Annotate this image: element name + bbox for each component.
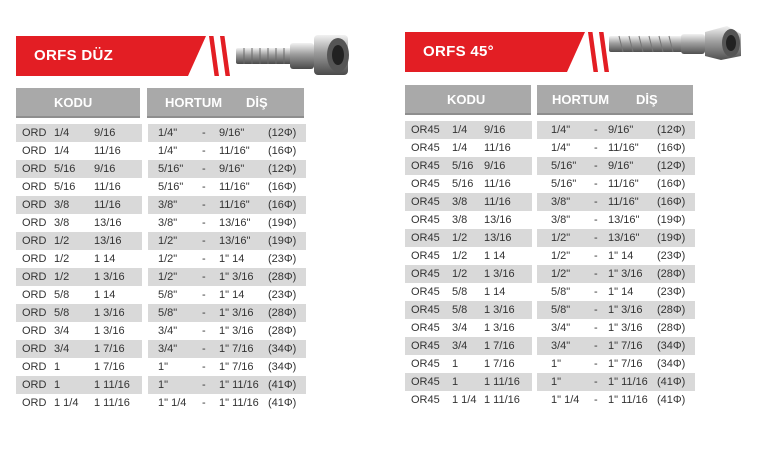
cell-diameter: (23Φ) bbox=[657, 250, 686, 262]
cell-separator: - bbox=[202, 127, 206, 139]
cell-thread-size: 13/16 bbox=[94, 217, 122, 229]
cell-separator: - bbox=[594, 358, 598, 370]
cell-thread-inch: 13/16" bbox=[608, 214, 640, 226]
cell-diameter: (19Φ) bbox=[657, 232, 686, 244]
cell-hose-size: 5/8 bbox=[54, 289, 70, 301]
cell-separator: - bbox=[202, 181, 206, 193]
cell-separator: - bbox=[594, 376, 598, 388]
cell-hose-size: 3/4 bbox=[452, 322, 468, 334]
cell-separator: - bbox=[202, 145, 206, 157]
cell-thread-inch: 1" 11/16 bbox=[219, 379, 259, 391]
cell-separator: - bbox=[202, 163, 206, 175]
cell-diameter: (23Φ) bbox=[268, 289, 297, 301]
cell-prefix: OR45 bbox=[411, 358, 440, 370]
cell-separator: - bbox=[202, 361, 206, 373]
cell-hose-inch: 5/8" bbox=[551, 286, 571, 298]
cell-hose-inch: 1" bbox=[158, 361, 169, 373]
cell-diameter: (34Φ) bbox=[657, 358, 686, 370]
cell-diameter: (23Φ) bbox=[657, 286, 686, 298]
table-row bbox=[405, 319, 695, 337]
table-row bbox=[16, 376, 306, 394]
cell-prefix: OR45 bbox=[411, 286, 440, 298]
cell-diameter: (28Φ) bbox=[657, 322, 686, 334]
cell-hose-inch: 1/4" bbox=[158, 127, 178, 139]
cell-thread-size: 1 3/16 bbox=[484, 268, 515, 280]
orfs-45-panel bbox=[385, 0, 770, 450]
cell-prefix: OR45 bbox=[411, 304, 440, 316]
cell-hose-inch: 5/8" bbox=[158, 289, 178, 301]
cell-thread-inch: 1" 7/16 bbox=[608, 358, 643, 370]
cell-separator: - bbox=[202, 325, 206, 337]
cell-thread-size: 1 7/16 bbox=[94, 361, 125, 373]
cell-prefix: ORD bbox=[22, 271, 47, 283]
cell-hose-size: 1/4 bbox=[54, 127, 70, 139]
cell-hose-inch: 1" bbox=[551, 376, 562, 388]
cell-separator: - bbox=[202, 397, 206, 409]
cell-prefix: ORD bbox=[22, 361, 47, 373]
cell-thread-size: 1 7/16 bbox=[94, 343, 125, 355]
cell-prefix: ORD bbox=[22, 163, 47, 175]
cell-prefix: ORD bbox=[22, 235, 47, 247]
cell-thread-size: 1 3/16 bbox=[94, 325, 125, 337]
cell-separator: - bbox=[594, 142, 598, 154]
right-header-thread: DİŞ bbox=[636, 92, 658, 107]
cell-hose-size: 1/2 bbox=[452, 250, 468, 262]
cell-hose-size: 1/2 bbox=[54, 271, 70, 283]
cell-prefix: ORD bbox=[22, 181, 47, 193]
orfs-straight-title: ORFS DÜZ bbox=[34, 47, 114, 64]
cell-prefix: ORD bbox=[22, 199, 47, 211]
cell-diameter: (28Φ) bbox=[268, 271, 297, 283]
cell-thread-size: 11/16 bbox=[484, 178, 511, 190]
cell-diameter: (41Φ) bbox=[657, 394, 686, 406]
cell-hose-inch: 1/4" bbox=[158, 145, 178, 157]
cell-prefix: ORD bbox=[22, 145, 47, 157]
45-degree-hose-fitting-icon bbox=[607, 24, 747, 64]
cell-diameter: (12Φ) bbox=[657, 160, 686, 172]
cell-hose-size: 1 bbox=[54, 379, 61, 391]
cell-hose-inch: 1/2" bbox=[158, 235, 178, 247]
cell-thread-size: 9/16 bbox=[484, 124, 506, 136]
cell-diameter: (28Φ) bbox=[268, 325, 297, 337]
cell-separator: - bbox=[202, 271, 206, 283]
table-row bbox=[16, 340, 306, 358]
right-table-header bbox=[405, 85, 693, 115]
cell-diameter: (19Φ) bbox=[657, 214, 686, 226]
cell-thread-inch: 1" 3/16 bbox=[219, 325, 254, 337]
cell-hose-inch: 5/16" bbox=[158, 163, 184, 175]
cell-hose-size: 3/8 bbox=[452, 196, 468, 208]
cell-separator: - bbox=[202, 217, 206, 229]
cell-prefix: OR45 bbox=[411, 214, 440, 226]
cell-thread-inch: 11/16" bbox=[608, 196, 639, 208]
cell-separator: - bbox=[202, 253, 206, 265]
cell-diameter: (34Φ) bbox=[268, 361, 297, 373]
cell-diameter: (19Φ) bbox=[268, 235, 297, 247]
cell-prefix: ORD bbox=[22, 307, 47, 319]
cell-thread-size: 1 11/16 bbox=[484, 376, 520, 388]
cell-prefix: ORD bbox=[22, 127, 47, 139]
cell-prefix: OR45 bbox=[411, 376, 440, 388]
cell-hose-inch: 1" 1/4 bbox=[551, 394, 580, 406]
cell-thread-inch: 1" 11/16 bbox=[608, 394, 648, 406]
cell-separator: - bbox=[202, 307, 206, 319]
cell-hose-size: 1/4 bbox=[54, 145, 70, 157]
cell-hose-inch: 1/4" bbox=[551, 142, 571, 154]
cell-thread-inch: 9/16" bbox=[219, 127, 245, 139]
table-row bbox=[16, 142, 306, 160]
cell-thread-inch: 1" 3/16 bbox=[219, 271, 254, 283]
cell-thread-inch: 13/16" bbox=[219, 217, 251, 229]
cell-diameter: (16Φ) bbox=[657, 196, 686, 208]
table-row bbox=[405, 193, 695, 211]
cell-hose-size: 3/4 bbox=[54, 325, 70, 337]
cell-separator: - bbox=[594, 322, 598, 334]
cell-prefix: ORD bbox=[22, 379, 47, 391]
cell-thread-size: 1 7/16 bbox=[484, 358, 515, 370]
table-row bbox=[405, 121, 695, 139]
cell-thread-inch: 11/16" bbox=[608, 142, 639, 154]
cell-separator: - bbox=[594, 250, 598, 262]
cell-hose-size: 5/16 bbox=[54, 163, 76, 175]
table-row bbox=[405, 247, 695, 265]
cell-hose-inch: 5/16" bbox=[551, 160, 577, 172]
cell-diameter: (16Φ) bbox=[268, 145, 297, 157]
cell-thread-size: 13/16 bbox=[484, 214, 512, 226]
cell-hose-inch: 5/8" bbox=[158, 307, 178, 319]
cell-prefix: OR45 bbox=[411, 142, 440, 154]
left-header-thread: DİŞ bbox=[246, 95, 268, 110]
cell-hose-inch: 5/16" bbox=[551, 178, 577, 190]
cell-diameter: (41Φ) bbox=[657, 376, 686, 388]
left-table-body bbox=[16, 124, 306, 412]
cell-thread-inch: 1" 14 bbox=[219, 289, 245, 301]
cell-hose-size: 3/4 bbox=[452, 340, 468, 352]
cell-prefix: OR45 bbox=[411, 160, 440, 172]
cell-thread-inch: 11/16" bbox=[608, 178, 639, 190]
cell-diameter: (16Φ) bbox=[657, 178, 686, 190]
cell-prefix: ORD bbox=[22, 289, 47, 301]
cell-separator: - bbox=[594, 124, 598, 136]
cell-hose-size: 1/2 bbox=[452, 268, 468, 280]
cell-hose-inch: 1/2" bbox=[158, 271, 178, 283]
cell-prefix: ORD bbox=[22, 325, 47, 337]
left-table-header bbox=[16, 88, 304, 118]
cell-hose-size: 3/8 bbox=[54, 199, 70, 211]
table-row bbox=[16, 358, 306, 376]
cell-hose-size: 1 1/4 bbox=[54, 397, 79, 409]
cell-thread-inch: 9/16" bbox=[608, 124, 634, 136]
cell-hose-size: 5/8 bbox=[452, 304, 468, 316]
cell-hose-inch: 3/4" bbox=[551, 340, 571, 352]
table-row bbox=[405, 229, 695, 247]
cell-hose-inch: 1/2" bbox=[158, 253, 178, 265]
cell-hose-inch: 5/8" bbox=[551, 304, 571, 316]
cell-hose-inch: 3/8" bbox=[158, 199, 178, 211]
cell-separator: - bbox=[594, 268, 598, 280]
cell-separator: - bbox=[594, 232, 598, 244]
cell-thread-inch: 1" 14 bbox=[608, 250, 634, 262]
table-row bbox=[405, 139, 695, 157]
cell-thread-size: 13/16 bbox=[94, 235, 122, 247]
cell-diameter: (28Φ) bbox=[657, 268, 686, 280]
cell-hose-inch: 3/8" bbox=[158, 217, 178, 229]
cell-thread-size: 11/16 bbox=[94, 145, 121, 157]
right-header-hose: HORTUM bbox=[552, 92, 610, 107]
cell-hose-size: 1 bbox=[54, 361, 61, 373]
cell-hose-inch: 1" bbox=[551, 358, 562, 370]
cell-separator: - bbox=[202, 343, 206, 355]
cell-separator: - bbox=[202, 289, 206, 301]
cell-thread-size: 1 11/16 bbox=[484, 394, 520, 406]
cell-hose-size: 3/8 bbox=[54, 217, 70, 229]
cell-hose-inch: 1/2" bbox=[551, 232, 571, 244]
cell-hose-inch: 3/8" bbox=[551, 214, 571, 226]
cell-thread-size: 1 3/16 bbox=[94, 271, 125, 283]
cell-diameter: (34Φ) bbox=[268, 343, 297, 355]
cell-hose-size: 5/16 bbox=[54, 181, 76, 193]
cell-separator: - bbox=[594, 394, 598, 406]
left-header-code: KODU bbox=[54, 95, 93, 110]
table-row bbox=[405, 283, 695, 301]
cell-thread-size: 1 14 bbox=[94, 253, 116, 265]
cell-diameter: (19Φ) bbox=[268, 217, 297, 229]
cell-hose-size: 5/16 bbox=[452, 178, 474, 190]
cell-thread-inch: 1" 3/16 bbox=[608, 304, 643, 316]
cell-thread-inch: 13/16" bbox=[219, 235, 251, 247]
cell-prefix: OR45 bbox=[411, 394, 440, 406]
cell-prefix: OR45 bbox=[411, 250, 440, 262]
cell-diameter: (16Φ) bbox=[268, 199, 297, 211]
cell-thread-inch: 1" 7/16 bbox=[219, 343, 254, 355]
table-row bbox=[16, 250, 306, 268]
cell-thread-inch: 1" 3/16 bbox=[608, 322, 643, 334]
table-row bbox=[405, 265, 695, 283]
cell-hose-size: 1/2 bbox=[54, 253, 70, 265]
cell-prefix: OR45 bbox=[411, 124, 440, 136]
cell-thread-size: 1 11/16 bbox=[94, 397, 130, 409]
cell-hose-inch: 1/2" bbox=[551, 268, 571, 280]
cell-thread-inch: 13/16" bbox=[608, 232, 640, 244]
cell-hose-inch: 1" bbox=[158, 379, 169, 391]
cell-prefix: OR45 bbox=[411, 268, 440, 280]
cell-prefix: ORD bbox=[22, 253, 47, 265]
cell-prefix: OR45 bbox=[411, 232, 440, 244]
table-row bbox=[16, 214, 306, 232]
cell-thread-inch: 1" 11/16 bbox=[219, 397, 259, 409]
cell-diameter: (12Φ) bbox=[657, 124, 686, 136]
table-row bbox=[405, 373, 695, 391]
cell-thread-size: 1 14 bbox=[94, 289, 116, 301]
straight-hose-fitting-icon bbox=[234, 30, 354, 80]
cell-thread-size: 9/16 bbox=[484, 160, 506, 172]
table-row bbox=[16, 196, 306, 214]
cell-hose-size: 1/2 bbox=[452, 232, 468, 244]
table-row bbox=[16, 304, 306, 322]
cell-hose-inch: 5/16" bbox=[158, 181, 184, 193]
cell-separator: - bbox=[594, 196, 598, 208]
cell-thread-inch: 11/16" bbox=[219, 181, 250, 193]
cell-thread-inch: 1" 14 bbox=[608, 286, 634, 298]
cell-thread-size: 11/16 bbox=[94, 181, 121, 193]
table-row bbox=[16, 286, 306, 304]
cell-separator: - bbox=[594, 340, 598, 352]
cell-separator: - bbox=[594, 178, 598, 190]
cell-separator: - bbox=[202, 235, 206, 247]
cell-thread-size: 1 14 bbox=[484, 250, 506, 262]
cell-hose-size: 1 bbox=[452, 358, 459, 370]
cell-thread-inch: 11/16" bbox=[219, 145, 250, 157]
cell-thread-inch: 1" 3/16 bbox=[608, 268, 643, 280]
cell-thread-size: 1 11/16 bbox=[94, 379, 130, 391]
cell-thread-inch: 1" 14 bbox=[219, 253, 245, 265]
cell-hose-size: 1/2 bbox=[54, 235, 70, 247]
table-row bbox=[16, 268, 306, 286]
cell-prefix: ORD bbox=[22, 397, 47, 409]
cell-thread-size: 11/16 bbox=[484, 196, 511, 208]
cell-hose-size: 1 1/4 bbox=[452, 394, 477, 406]
cell-hose-inch: 1/4" bbox=[551, 124, 571, 136]
cell-hose-size: 3/8 bbox=[452, 214, 468, 226]
cell-diameter: (23Φ) bbox=[268, 253, 297, 265]
cell-diameter: (16Φ) bbox=[268, 181, 297, 193]
table-row bbox=[16, 322, 306, 340]
cell-thread-size: 9/16 bbox=[94, 127, 116, 139]
cell-thread-inch: 1" 11/16 bbox=[608, 376, 648, 388]
cell-separator: - bbox=[594, 304, 598, 316]
cell-thread-size: 11/16 bbox=[94, 199, 121, 211]
table-row bbox=[16, 394, 306, 412]
left-header-hose: HORTUM bbox=[165, 95, 223, 110]
orfs-45-banner bbox=[405, 32, 605, 72]
cell-prefix: ORD bbox=[22, 217, 47, 229]
cell-diameter: (28Φ) bbox=[657, 304, 686, 316]
cell-diameter: (12Φ) bbox=[268, 163, 297, 175]
cell-diameter: (12Φ) bbox=[268, 127, 297, 139]
cell-diameter: (41Φ) bbox=[268, 379, 297, 391]
cell-separator: - bbox=[594, 160, 598, 172]
cell-prefix: OR45 bbox=[411, 178, 440, 190]
cell-hose-size: 1 bbox=[452, 376, 459, 388]
table-row bbox=[405, 355, 695, 373]
table-row bbox=[405, 337, 695, 355]
right-header-code: KODU bbox=[447, 92, 486, 107]
cell-diameter: (41Φ) bbox=[268, 397, 297, 409]
cell-thread-size: 13/16 bbox=[484, 232, 512, 244]
cell-hose-inch: 3/8" bbox=[551, 196, 571, 208]
orfs-straight-banner bbox=[16, 36, 226, 76]
table-row bbox=[405, 211, 695, 229]
table-row bbox=[16, 160, 306, 178]
table-row bbox=[16, 124, 306, 142]
cell-diameter: (34Φ) bbox=[657, 340, 686, 352]
cell-thread-size: 1 3/16 bbox=[484, 304, 515, 316]
cell-hose-size: 1/4 bbox=[452, 124, 468, 136]
cell-hose-size: 5/16 bbox=[452, 160, 474, 172]
orfs-45-title: ORFS 45° bbox=[423, 43, 494, 60]
table-row bbox=[405, 301, 695, 319]
cell-hose-size: 5/8 bbox=[54, 307, 70, 319]
table-row bbox=[16, 178, 306, 196]
cell-hose-inch: 1/2" bbox=[551, 250, 571, 262]
cell-hose-size: 5/8 bbox=[452, 286, 468, 298]
cell-hose-size: 3/4 bbox=[54, 343, 70, 355]
cell-separator: - bbox=[594, 214, 598, 226]
cell-thread-inch: 1" 7/16 bbox=[219, 361, 254, 373]
cell-prefix: OR45 bbox=[411, 322, 440, 334]
cell-hose-inch: 3/4" bbox=[158, 343, 178, 355]
cell-thread-size: 1 3/16 bbox=[484, 322, 515, 334]
cell-prefix: ORD bbox=[22, 343, 47, 355]
right-table-body bbox=[405, 121, 695, 409]
cell-prefix: OR45 bbox=[411, 340, 440, 352]
cell-thread-size: 1 3/16 bbox=[94, 307, 125, 319]
cell-separator: - bbox=[202, 199, 206, 211]
cell-thread-inch: 9/16" bbox=[219, 163, 245, 175]
cell-thread-inch: 11/16" bbox=[219, 199, 250, 211]
cell-hose-inch: 3/4" bbox=[158, 325, 178, 337]
cell-thread-inch: 9/16" bbox=[608, 160, 634, 172]
cell-hose-size: 1/4 bbox=[452, 142, 468, 154]
cell-prefix: OR45 bbox=[411, 196, 440, 208]
table-row bbox=[405, 175, 695, 193]
cell-diameter: (16Φ) bbox=[657, 142, 686, 154]
cell-diameter: (28Φ) bbox=[268, 307, 297, 319]
cell-thread-inch: 1" 3/16 bbox=[219, 307, 254, 319]
cell-thread-size: 1 7/16 bbox=[484, 340, 515, 352]
cell-hose-inch: 3/4" bbox=[551, 322, 571, 334]
cell-separator: - bbox=[202, 379, 206, 391]
cell-thread-inch: 1" 7/16 bbox=[608, 340, 643, 352]
cell-thread-size: 1 14 bbox=[484, 286, 506, 298]
cell-separator: - bbox=[594, 286, 598, 298]
cell-thread-size: 9/16 bbox=[94, 163, 116, 175]
cell-thread-size: 11/16 bbox=[484, 142, 511, 154]
table-row bbox=[405, 157, 695, 175]
table-row bbox=[405, 391, 695, 409]
cell-hose-inch: 1" 1/4 bbox=[158, 397, 187, 409]
table-row bbox=[16, 232, 306, 250]
